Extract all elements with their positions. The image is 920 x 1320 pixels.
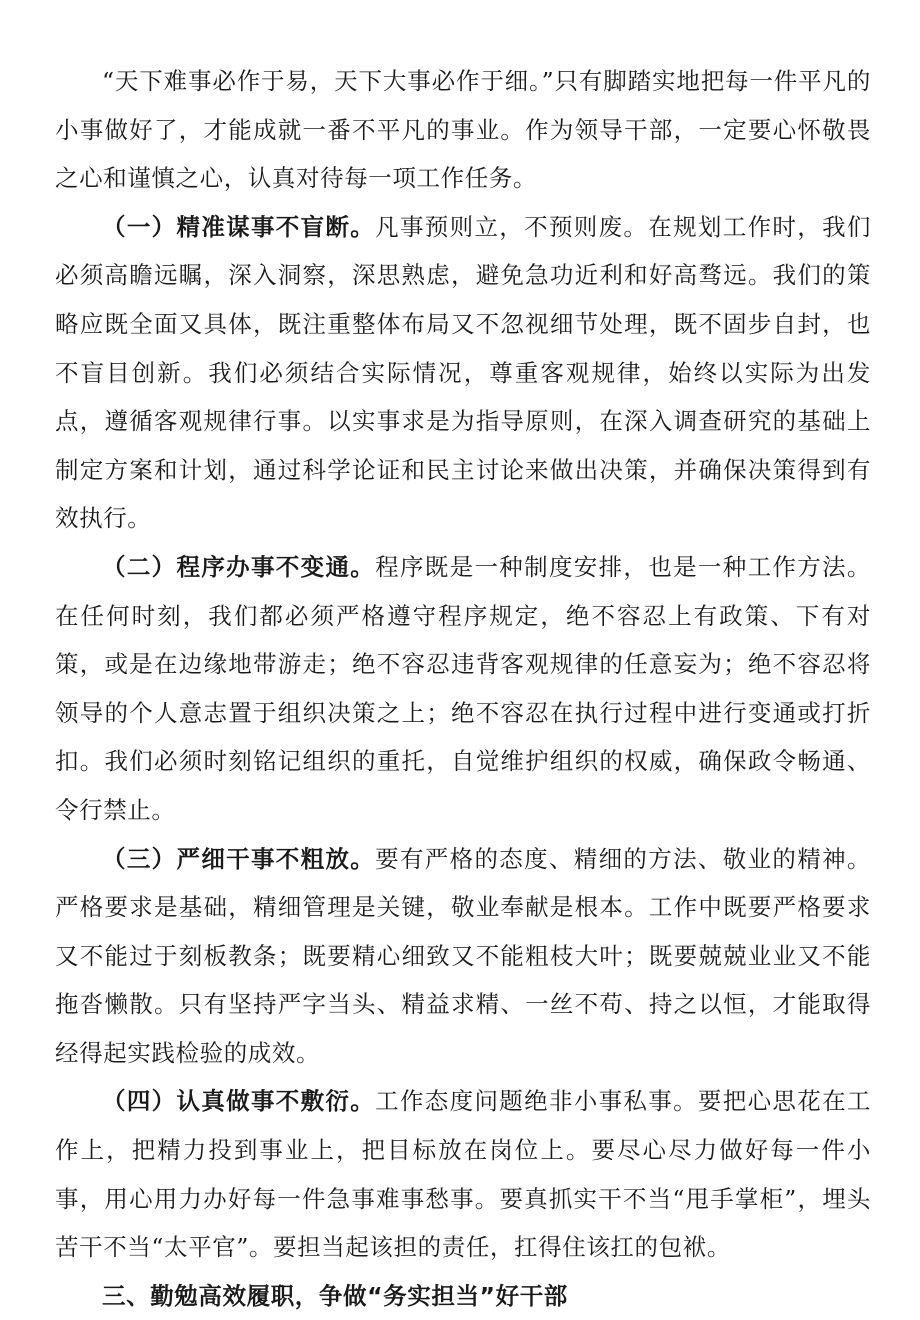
section-lead-3: （三）严细干事不粗放。 [102,844,376,873]
intro-paragraph: “天下难事必作于易，天下大事必作于细。”只有脚踏实地把每一件平凡的小事做好了，才能成就一番不平凡的事业。作为领导干部，一定要心怀敬畏之心和谨慎之心，认真对待每一项工作任务。 [55,67,871,193]
section-body-1: 凡事预则立，不预则废。在规划工作时，我们必须高瞻远瞩，深入洞察，深思熟虑，避免急功近利和好高骛远。我们的策略应既全面又具体，既注重整体布局又不忽视细节处理，既不固步自封，也不盲目创新。我们必须结合实际情况，尊重客观规律，始终以实际为出发点，遵循客观规律行事。以实事求是为指导原则，在深入调查研究的基础上制定方案和计划，通过科学论证和民主讨论来做出决策，并确保决策得到有效执行。 [55,212,872,533]
section-lead-1: （一）精准谋事不盲断。 [102,212,376,241]
section-paragraph-4 [55,1077,871,1271]
section-paragraph-3 [55,835,871,1078]
section-heading-3: 三、勤勉高效履职，争做“务实担当”好干部 [102,1281,568,1310]
section-body-2: 程序既是一种制度安排，也是一种工作方法。在任何时刻，我们都必须严格遵守程序规定，绝不容忍上有政策、下有对策，或是在边缘地带游走；绝不容忍违背客观规律的任意妄为；绝不容忍将领导的个人意志置于组织决策之上；绝不容忍在执行过程中进行变通或打折扣。我们必须时刻铭记组织的重托，自觉维护组织的权威，确保政令畅通、令行禁止。 [55,552,872,824]
section-lead-4: （四）认真做事不敷衍。 [102,1087,376,1116]
section-body-3: 要有严格的态度、精细的方法、敬业的精神。严格要求是基础，精细管理是关键，敬业奉献是根本。工作中既要严格要求又不能过于刻板教条；既要精心细致又不能粗枝大叶；既要兢兢业业又不能拖沓懒散。只有坚持严字当头、精益求精、一丝不苟、持之以恒，才能取得经得起实践检验的成效。 [55,844,872,1067]
section-body-4: 工作态度问题绝非小事私事。要把心思花在工作上，把精力投到事业上，把目标放在岗位上。要尽心尽力做好每一件小事，用心用力办好每一件急事难事愁事。要真抓实干不当“甩手掌柜”，埋头苦干不当“太平官”。要担当起该担的责任，扛得住该扛的包袱。 [55,1087,872,1262]
section-paragraph-1 [55,203,871,543]
document-body [55,57,871,1320]
section-lead-2: （二）程序办事不变通。 [102,552,376,581]
section-paragraph-2 [55,543,871,835]
